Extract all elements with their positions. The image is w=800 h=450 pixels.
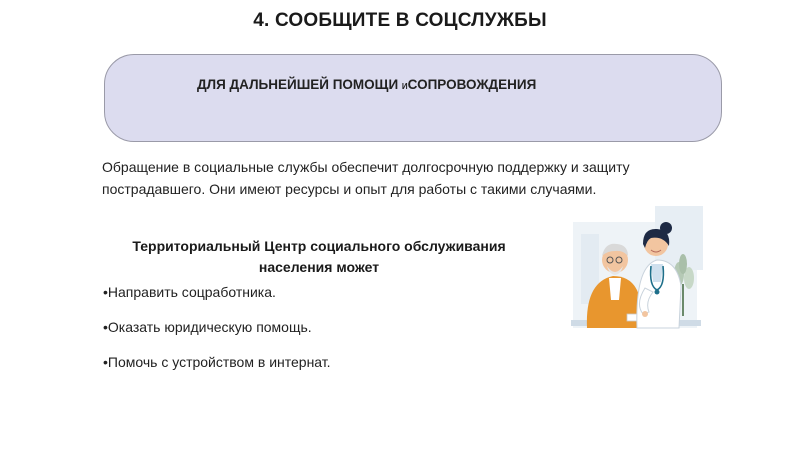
bullet-item-social-worker: •Направить соцработника. (103, 284, 276, 300)
banner-text-part2: СОПРОВОЖДЕНИЯ (407, 77, 537, 92)
highlight-banner (104, 54, 722, 142)
banner-text (197, 77, 536, 92)
banner-text-conjunction: И (401, 82, 408, 91)
slide-title: 4. СООБЩИТЕ В СОЦСЛУЖБЫ (253, 10, 547, 31)
services-subheading: Территориальный Центр социального обслуживания населения может (132, 238, 506, 275)
doctor-with-elderly-patient-icon (565, 204, 705, 336)
bullet-item-care-home: •Помочь с устройством в интернат. (103, 354, 331, 370)
description-paragraph: Обращение в социальные службы обеспечит долгосрочную поддержку и защиту пострадавшего. Они имеют ресурсы и опыт для работы с такими случаями. (102, 159, 630, 197)
banner-text-part1: ДЛЯ ДАЛЬНЕЙШЕЙ ПОМОЩИ (197, 77, 402, 92)
bullet-item-legal-help: •Оказать юридическую помощь. (103, 319, 312, 335)
